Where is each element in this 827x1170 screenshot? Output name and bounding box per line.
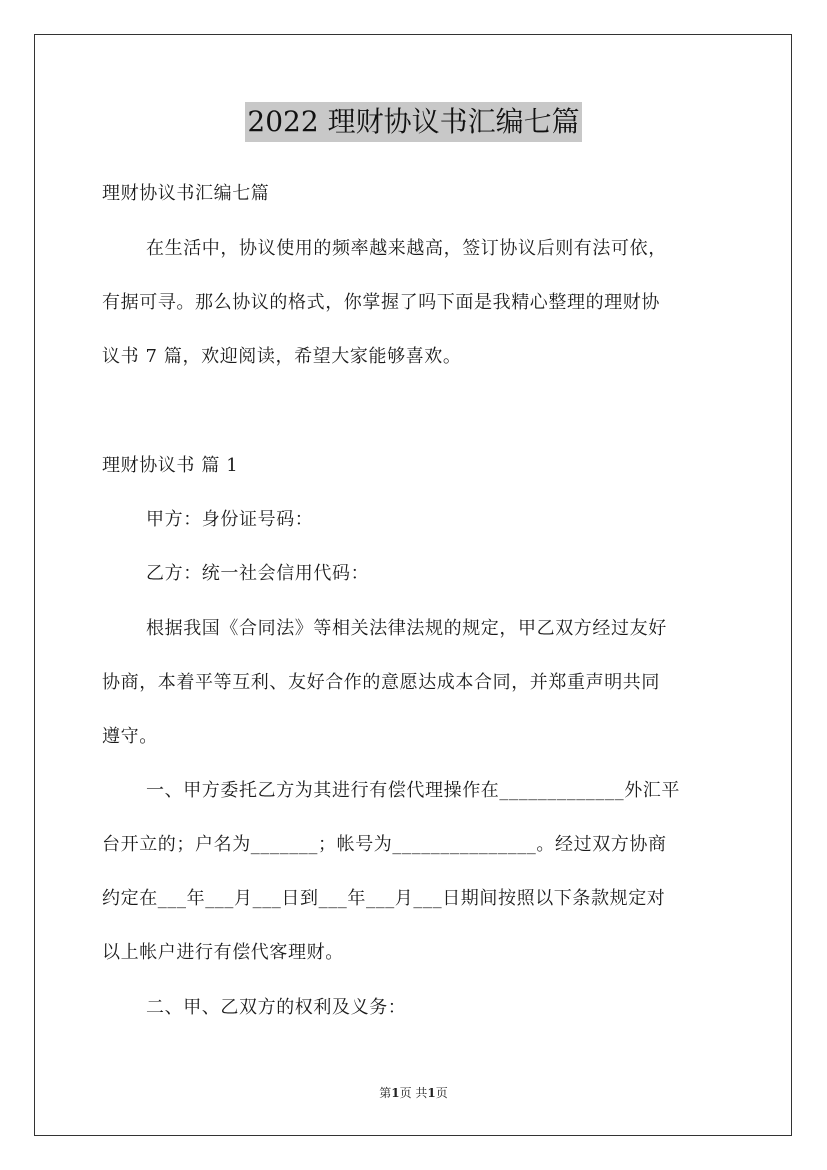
document-title: 2022 理财协议书汇编七篇 — [245, 102, 581, 142]
title-wrap — [0, 102, 827, 142]
party-b-line: 乙方：统一社会信用代码： — [146, 563, 370, 584]
clause-1-line-4: 以上帐户进行有偿代客理财。 — [102, 942, 344, 963]
preamble-line-3: 遵守。 — [102, 726, 158, 747]
clause-1-line-1: 一、甲方委托乙方为其进行有偿代理操作在_____________外汇平 — [146, 780, 680, 801]
intro-line-1: 在生活中，协议使用的频率越来越高，签订协议后则有法可依， — [146, 238, 667, 259]
page-footer — [0, 1084, 827, 1101]
section-heading: 理财协议书 篇 1 — [102, 455, 239, 476]
clause-1-line-2: 台开立的；户名为_______；帐号为_______________。经过双方协商 — [102, 834, 667, 855]
footer-page-number: 1 — [391, 1086, 400, 1100]
footer-page-total: 1 — [427, 1086, 436, 1100]
intro-line-2: 有据可寻。那么协议的格式，你掌握了吗下面是我精心整理的理财协 — [102, 292, 660, 313]
footer-prefix: 第 — [379, 1086, 392, 1100]
footer-mid: 页 共 — [399, 1086, 428, 1100]
clause-2-line: 二、甲、乙双方的权利及义务： — [146, 997, 407, 1018]
preamble-line-1: 根据我国《合同法》等相关法律法规的规定，甲乙双方经过友好 — [146, 618, 667, 639]
preamble-line-2: 协商，本着平等互利、友好合作的意愿达成本合同，并郑重声明共同 — [102, 672, 660, 693]
footer-suffix: 页 — [435, 1086, 448, 1100]
clause-1-line-3: 约定在___年___月___日到___年___月___日期间按照以下条款规定对 — [102, 888, 666, 909]
party-a-line: 甲方：身份证号码： — [146, 509, 314, 530]
intro-line-3: 议书 7 篇，欢迎阅读，希望大家能够喜欢。 — [102, 346, 462, 367]
subtitle: 理财协议书汇编七篇 — [102, 183, 270, 204]
